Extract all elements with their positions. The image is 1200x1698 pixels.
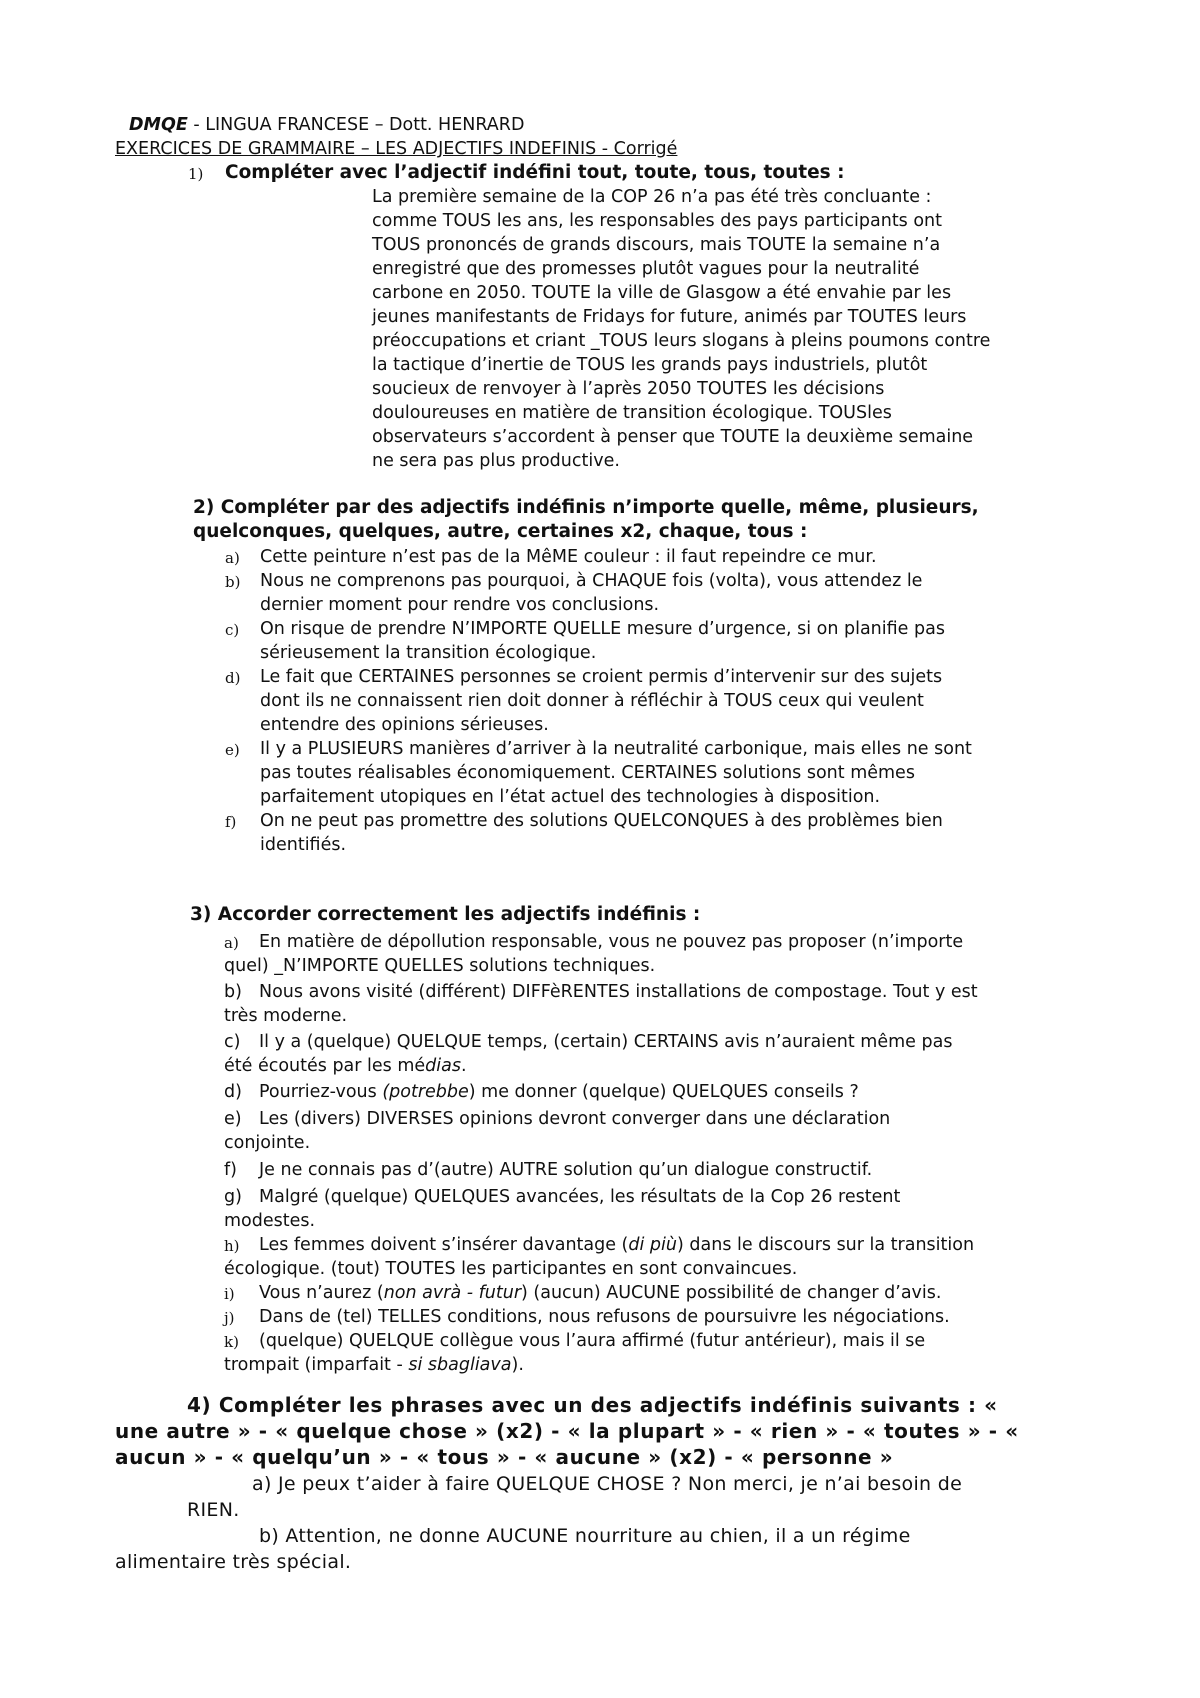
ex3-item-label: a) [224,934,239,952]
ex3-item-text: Je ne connais pas d’(autre) AUTRE solution qu’un dialogue constructif. [259,1160,873,1180]
course-code: DMQE [129,115,188,135]
text-run: Pourriez-vous [259,1082,383,1102]
ex1-heading: Compléter avec l’adjectif indéfini tout, toute, tous, toutes : [225,162,845,183]
ex3-heading: 3) Accorder correctement les adjectifs indéfinis : [190,904,701,925]
ex3-item-label: i) [224,1285,235,1303]
ex3-item-text: quel) _N’IMPORTE QUELLES solutions techniques. [224,956,656,976]
ex1-line: carbone en 2050. TOUTE la ville de Glasgow a été envahie par les [372,283,952,303]
ex2-item-text: identifiés. [260,835,347,855]
ex4-heading: une autre » - « quelque chose » (x2) - « la plupart » - « rien » - « toutes » - « [115,1419,1019,1443]
ex3-item-label: c) [224,1032,241,1052]
ex3-item-label: k) [224,1333,239,1351]
ex3-item-text: modestes. [224,1211,316,1231]
ex2-heading: quelconques, quelques, autre, certaines x2, chaque, tous : [193,521,808,542]
ex2-item-label: b) [225,573,241,591]
ex3-item-text: Dans de (tel) TELLES conditions, nous refusons de poursuivre les négociations. [259,1307,950,1327]
ex3-item-label: e) [224,1109,242,1129]
ex2-item-text: On risque de prendre N’IMPORTE QUELLE mesure d’urgence, si on planifie pas [260,619,945,639]
ex3-item-text [259,1281,941,1305]
ex1-line: TOUS prononcés de grands discours, mais TOUTE la semaine n’a [372,235,941,255]
course-info: - LINGUA FRANCESE – Dott. HENRARD [187,115,525,135]
ex3-item-text [259,1080,859,1104]
text-run: ) (aucun) AUCUNE possibilité de changer d’avis. [521,1283,942,1303]
ex2-item-text: dernier moment pour rendre vos conclusions. [260,595,660,615]
text-run: Les femmes doivent s’insérer davantage ( [259,1235,629,1255]
ex3-item-label: b) [224,982,242,1002]
ex2-item-label: a) [225,549,240,567]
ex1-line: enregistré que des promesses plutôt vagues pour la neutralité [372,259,920,279]
ex3-item-text: Nous avons visité (différent) DIFFèRENTES installations de compostage. Tout y est [259,982,978,1002]
text-run: . [460,1056,467,1076]
ex3-item-text: (quelque) QUELQUE collègue vous l’aura affirmé (futur antérieur), mais il se [259,1331,926,1351]
ex3-item-text: Il y a (quelque) QUELQUE temps, (certain) CERTAINS avis n’auraient même pas [259,1032,953,1052]
ex3-item-label: d) [224,1082,242,1102]
text-run: trompait (imparfait - [224,1355,409,1375]
ex1-line: la tactique d’inertie de TOUS les grands pays industriels, plutôt [372,355,928,375]
ex3-item-text: En matière de dépollution responsable, vous ne pouvez pas proposer (n’importe [259,932,964,952]
ex1-line: comme TOUS les ans, les responsables des pays participants ont [372,211,943,231]
text-run: ) dans le discours sur la transition [677,1235,975,1255]
ex1-line: douloureuses en matière de transition écologique. TOUSles [372,403,892,423]
ex2-item-text: Nous ne comprenons pas pourquoi, à CHAQUE fois (volta), vous attendez le [260,571,923,591]
ex2-item-label: e) [225,741,240,759]
ex2-item-text: Cette peinture n’est pas de la MêME couleur : il faut repeindre ce mur. [260,547,877,567]
ex1-number: 1) [188,165,204,183]
text-run-italic: (potrebbe [382,1082,469,1102]
ex2-item-text: dont ils ne connaissent rien doit donner à réfléchir à TOUS ceux qui veulent [260,691,924,711]
ex3-item-text: Les (divers) DIVERSES opinions devront converger dans une déclaration [259,1109,891,1129]
text-run-italic: di più [628,1235,677,1255]
ex1-line: soucieux de renvoyer à l’après 2050 TOUTES les décisions [372,379,885,399]
ex2-item-label: f) [225,813,237,831]
ex1-line: ne sera pas plus productive. [372,451,620,471]
ex3-item-text: très moderne. [224,1006,348,1026]
ex2-item-text: entendre des opinions sérieuses. [260,715,549,735]
ex4-heading: aucun » - « quelqu’un » - « tous » - « aucune » (x2) - « personne » [115,1445,894,1469]
ex4-heading: 4) Compléter les phrases avec un des adjectifs indéfinis suivants : « [187,1393,998,1417]
ex3-item-text [259,1233,974,1257]
text-run-italic: si sbagliava [408,1355,512,1375]
ex2-item-text: sérieusement la transition écologique. [260,643,597,663]
course-header [129,113,524,137]
ex2-item-text: Il y a PLUSIEURS manières d’arriver à la neutralité carbonique, mais elles ne sont [260,739,972,759]
text-run: été écoutés par les mé [224,1056,426,1076]
ex2-heading: 2) Compléter par des adjectifs indéfinis n’importe quelle, même, plusieurs, [193,497,979,518]
ex4-item-text: RIEN. [187,1499,240,1521]
ex3-item-text [224,1054,467,1078]
text-run-italic: non avrà - futur [383,1283,522,1303]
ex3-item-text [224,1353,524,1377]
ex2-item-text: parfaitement utopiques en l’état actuel des technologies à disposition. [260,787,881,807]
text-run: ). [511,1355,524,1375]
text-run: Vous n’aurez ( [259,1283,384,1303]
ex1-line: préoccupations et criant _TOUS leurs slogans à pleins poumons contre [372,331,991,351]
text-run: ) me donner (quelque) QUELQUES conseils ? [468,1082,859,1102]
ex1-line: observateurs s’accordent à penser que TOUTE la deuxième semaine [372,427,974,447]
ex4-item-text: a) Je peux t’aider à faire QUELQUE CHOSE ? Non merci, je n’ai besoin de [252,1473,963,1495]
ex3-item-label: g) [224,1187,242,1207]
ex4-item-text: alimentaire très spécial. [115,1551,352,1573]
ex3-item-label: f) [224,1160,237,1180]
ex2-item-text: pas toutes réalisables économiquement. CERTAINES solutions sont mêmes [260,763,915,783]
ex2-item-text: Le fait que CERTAINES personnes se croient permis d’intervenir sur des sujets [260,667,943,687]
ex1-line: jeunes manifestants de Fridays for future, animés par TOUTES leurs [372,307,967,327]
ex1-line: La première semaine de la COP 26 n’a pas été très concluante : [372,187,932,207]
ex3-item-label: j) [224,1309,235,1327]
ex3-item-label: h) [224,1237,240,1255]
ex3-item-text: Malgré (quelque) QUELQUES avancées, les résultats de la Cop 26 restent [259,1187,901,1207]
ex3-item-text: conjointe. [224,1133,311,1153]
ex2-item-label: d) [225,669,241,687]
text-run-italic: dias [425,1056,461,1076]
ex2-item-text: On ne peut pas promettre des solutions QUELCONQUES à des problèmes bien [260,811,943,831]
ex3-item-text: écologique. (tout) TOUTES les participantes en sont convaincues. [224,1259,798,1279]
ex2-item-label: c) [225,621,240,639]
ex4-item-text: b) Attention, ne donne AUCUNE nourriture au chien, il a un régime [259,1525,911,1547]
document-title: EXERCICES DE GRAMMAIRE – LES ADJECTIFS INDEFINIS - Corrigé [115,139,678,159]
